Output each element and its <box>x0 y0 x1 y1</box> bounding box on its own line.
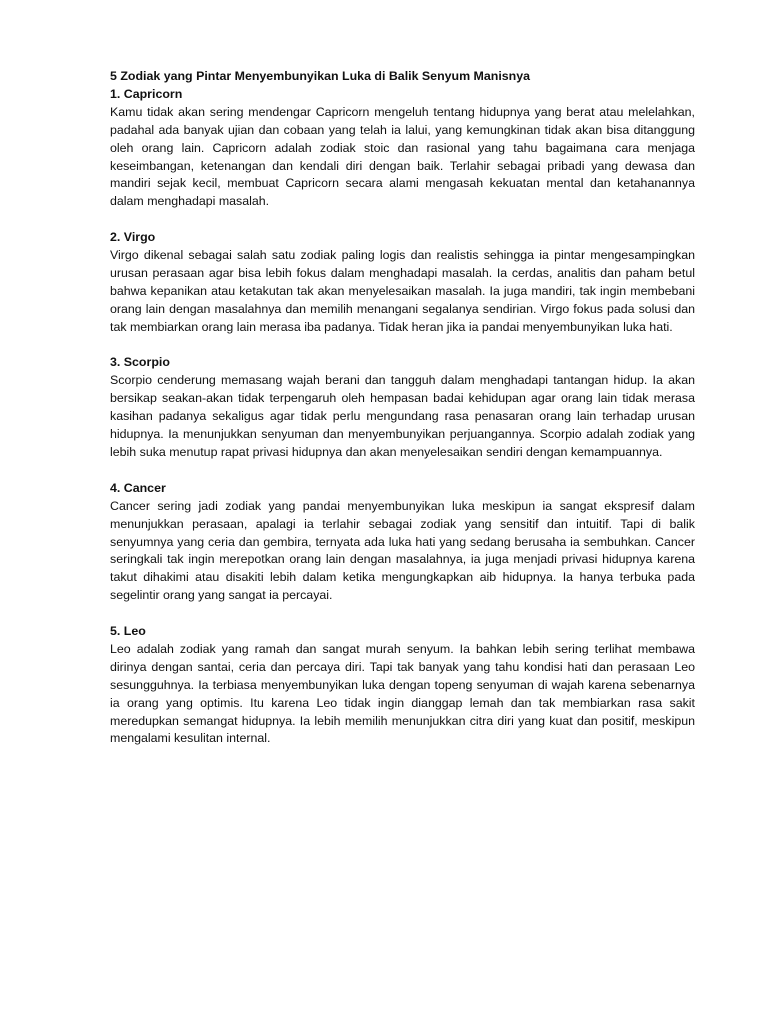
section-virgo <box>110 229 695 336</box>
section-heading: 1. Capricorn <box>110 86 183 101</box>
document-page <box>110 68 695 766</box>
section-capricorn <box>110 86 695 211</box>
section-heading: 5. Leo <box>110 624 146 639</box>
section-cancer <box>110 480 695 605</box>
section-body: Virgo dikenal sebagai salah satu zodiak paling logis dan realistis sehingga ia pintar mengesampingkan urusan perasaan agar bisa lebih fokus dalam menghadapi masalah. Ia cerdas, analitis dan paham betul bahwa kepanikan atau ketakutan tak akan menyelesaikan masalah. Ia juga mandiri, tak ingin membebani orang lain dengan masalahnya dan memilih menangani segalanya sendirian. Virgo fokus pada solusi dan tak membiarkan orang lain merasa iba padanya. Tidak heran jika ia pandai menyembunyikan luka hati. <box>110 248 695 334</box>
section-heading: 4. Cancer <box>110 480 166 495</box>
section-leo <box>110 623 695 748</box>
section-scorpio <box>110 354 695 461</box>
section-body: Scorpio cenderung memasang wajah berani dan tangguh dalam menghadapi tantangan hidup. Ia akan bersikap seakan-akan tidak terpengaruh oleh hempasan badai kehidupan agar orang lain tidak merasa kasihan padanya sekaligus agar tidak perlu mengundang rasa penasaran orang lain terhadap urusan hidupnya. Ia menunjukkan senyuman dan menyembunyikan perjuangannya. Scorpio adalah zodiak yang lebih suka menutup rapat privasi hidupnya dan akan menyelesaikan sendiri dengan kemampuannya. <box>110 373 695 459</box>
section-body: Kamu tidak akan sering mendengar Capricorn mengeluh tentang hidupnya yang berat atau melelahkan, padahal ada banyak ujian dan cobaan yang telah ia lalui, yang kemungkinan tidak akan bisa ditanggung oleh orang lain. Capricorn adalah zodiak stoic dan rasional yang tahu bagaimana cara menjaga keseimbangan, ketenangan dan kendali diri dengan baik. Terlahir sebagai pribadi yang dewasa dan mandiri sejak kecil, membuat Capricorn secara alami mengasah kekuatan mental dan ketahanannya dalam menghadapi masalah. <box>110 104 695 209</box>
section-body: Leo adalah zodiak yang ramah dan sangat murah senyum. Ia bahkan lebih sering terlihat membawa dirinya dengan santai, ceria dan percaya diri. Tapi tak banyak yang tahu kondisi hati dan perasaan Leo sesungguhnya. Ia terbiasa menyembunyikan luka dengan topeng senyuman di wajah karena sebenarnya ia orang yang optimis. Itu karena Leo tidak ingin dianggap lemah dan tak membiarkan rasa sakit meredupkan semangat hidupnya. Ia lebih memilih menunjukkan citra diri yang kuat dan positif, meskipun mengalami kesulitan internal. <box>110 641 695 746</box>
section-body: Cancer sering jadi zodiak yang pandai menyembunyikan luka meskipun ia sangat ekspresif dalam menunjukkan perasaan, apalagi ia terlahir sebagai zodiak yang sensitif dan intuitif. Tapi di balik senyumnya yang ceria dan gembira, ternyata ada luka hati yang sedang berusaha ia sembuhkan. Cancer seringkali tak ingin merepotkan orang lain dengan masalahnya, ia juga menjadi privasi hidupnya karena takut dihakimi atau disakiti lebih dalam ketika mengungkapkan aib hidupnya. Ia hanya terbuka pada segelintir orang yang sangat ia percayai. <box>110 498 695 603</box>
section-heading: 2. Virgo <box>110 230 156 245</box>
section-heading: 3. Scorpio <box>110 355 170 370</box>
document-title: 5 Zodiak yang Pintar Menyembunyikan Luka di Balik Senyum Manisnya <box>110 69 531 83</box>
